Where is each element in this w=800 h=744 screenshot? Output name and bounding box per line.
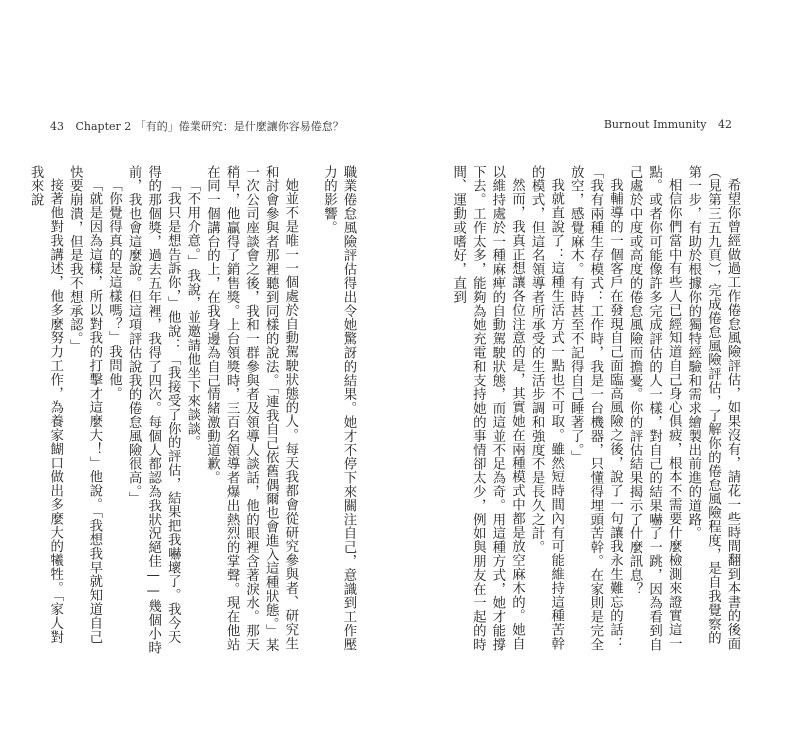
right-running-title: Burnout Immunity: [603, 118, 707, 131]
left-page-body: [28, 165, 358, 655]
right-paragraph: 希望你曾經做過工作倦怠風險評估，如果沒有，請花一些時間翻到本書的後面（見第三五九頁），完成倦怠風險評估，了解你的倦怠風險程度，是自我覺察的第一步，有助於根據你的獨特經驗和需求繪製出前進的道路。: [685, 165, 740, 651]
left-paragraph: 職業倦怠風險評估得出令她驚訝的結果。她才不停下來關注自己，意識到工作壓力的影響。: [321, 165, 356, 652]
left-paragraph: 「就是因為這樣，所以對我的打擊才這麼大！」他說。「我想我早就知道自己快要崩潰，但是我不想承認。」: [67, 165, 102, 645]
left-paragraph: 「不用介意。」我說，並邀請他坐下來談談。: [184, 178, 200, 450]
right-paragraph: 我輔導的一個客戶在發現自己面臨高風險之後，說了一句讓我永生難忘的話：「我有兩種生存模式：工作時，我是一台機器，只懂得埋頭苦幹。在家則是完全放空，感覺麻木。有時甚至不記得自己睡著了。」: [568, 165, 623, 652]
right-running-header: [604, 118, 732, 131]
left-running-header: [50, 118, 344, 134]
right-page-number: 42: [718, 118, 732, 131]
left-running-title: Chapter 2 「有的」倦業研究：是什麼讓你容易倦怠？: [75, 120, 344, 133]
left-page-number: 43: [50, 120, 64, 133]
right-paragraph: 我就直說了：這種生活方式一點也不可取。雖然短時間內有可能維持這種苦幹的模式，但這名領導者所承受的生活步調和強度不是長久之計。: [529, 165, 564, 651]
left-paragraph: 「你覺得真的是這樣嗎？」我問他。: [106, 178, 122, 401]
left-paragraph: 「我只是想告訴你，」他說：「我接受了你的評估，結果把我嚇壞了。我今天得的那個獎，過去五年裡，我得了四次。每個人都認為我狀況絕佳——幾個小時前，我也會這麼說。但這項評估說我的倦怠風險很高。」: [126, 165, 181, 655]
right-page-body: [424, 165, 742, 655]
right-paragraph: 然而，我真正想讓各位注意的是，其實她在兩種模式中都是放空麻木的。她自以維持處於一種麻痺的自動駕駛狀態，而這並不足為奇。用這種方式，她才能撐下去。工作太多，能夠為她充電和支持她的事情卻太少，例如與朋友在一起的時間、運動或嗜好，直到: [450, 165, 525, 652]
right-paragraph: 相信你們當中有些人已經知道自己身心俱疲，根本不需要什麼檢測來證實這一點。或者你可能像許多完成評估的人一樣，對自己的結果嚇了一跳，因為看到自己處於中度或高度的倦怠風險而擔憂。你的評估結果揭示了什麼訊息？: [627, 165, 682, 652]
left-paragraph: 她並不是唯一一個處於自動駕駛狀態的人。每天我都會從研究參與者、研究生和討會參與者那裡聽到同樣的說法。「連我自己依舊偶爾也會進入這種狀態。」某一次公司座談會之後，我和一群參與者及領導人談話，他的眼裡含著淚水。那天稍早，他贏得了銷售獎。上台領獎時，三百名領導者爆出熱烈的掌聲。現在他站在同一個講台的上，在我身邊為自己情緒激動道歉。: [204, 165, 298, 652]
left-paragraph: 接著他對我講述，他多麼努力工作，為養家餬口做出多麼大的犧牲。「家人對我來說: [28, 165, 63, 645]
